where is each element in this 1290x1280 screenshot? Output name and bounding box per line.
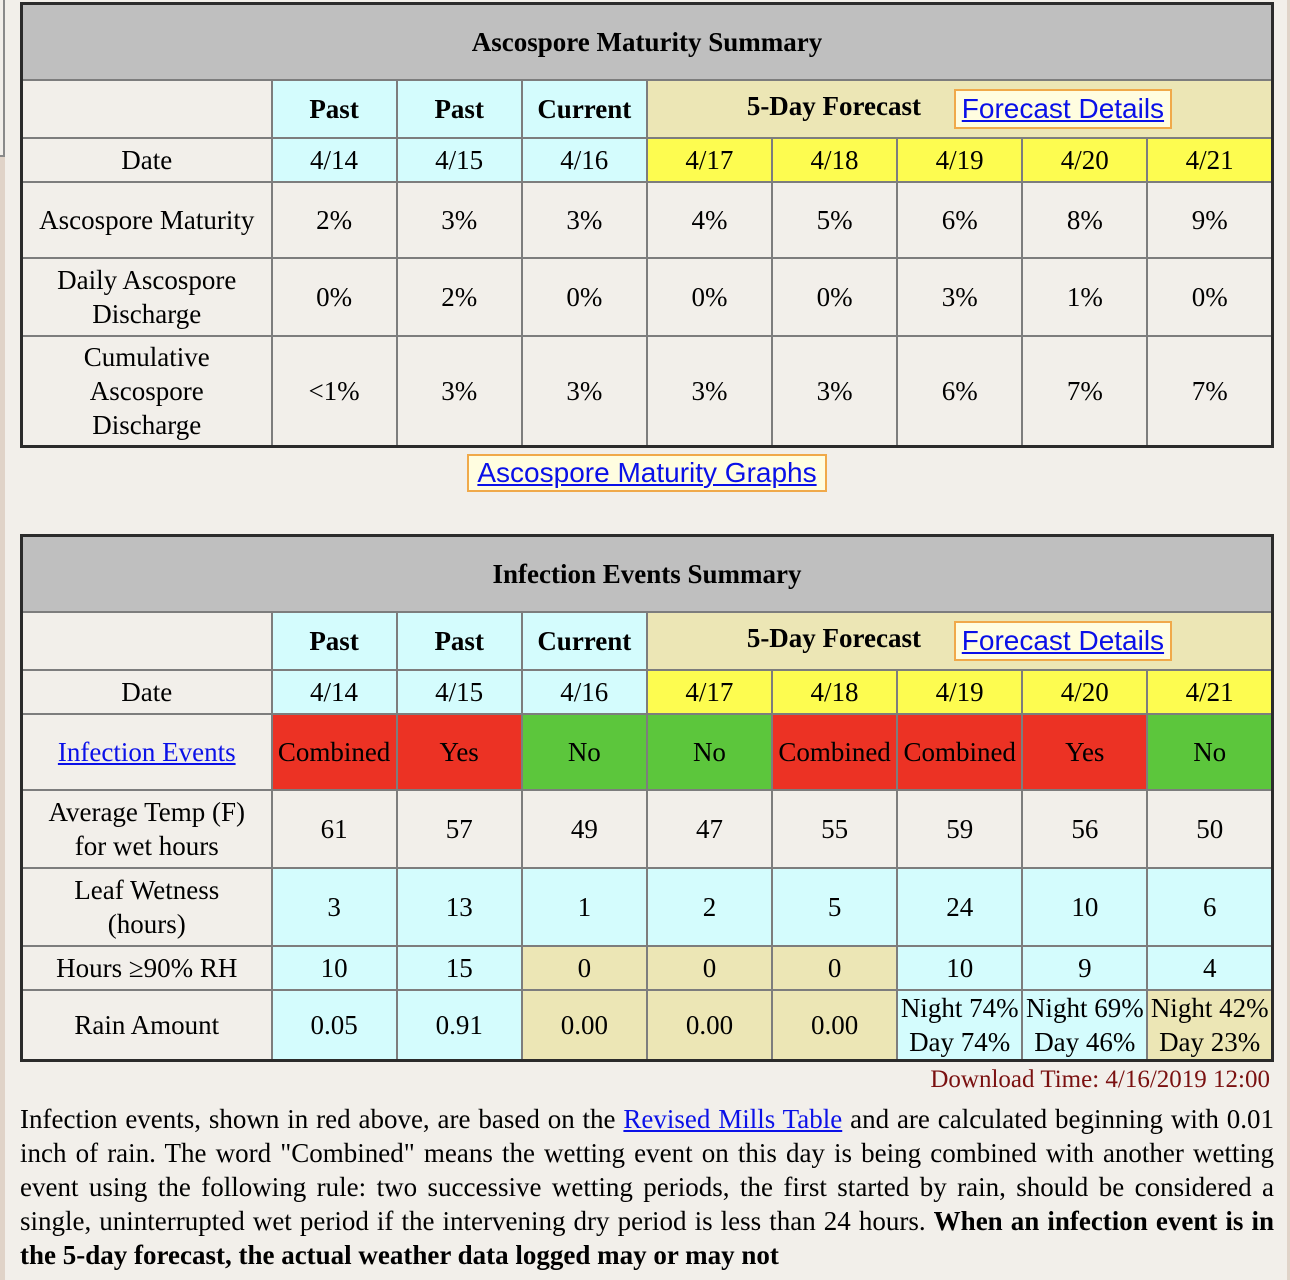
period-label: Past — [272, 612, 397, 670]
value-cell: 50 — [1147, 790, 1272, 868]
value-cell: 0% — [647, 258, 772, 336]
row-label: Rain Amount — [22, 990, 272, 1061]
night-probability: Night 42% — [1150, 992, 1269, 1023]
corner-cell — [22, 612, 272, 670]
value-cell: 6% — [897, 182, 1022, 258]
graphs-link-container — [20, 448, 1274, 534]
value-cell: 2% — [397, 258, 522, 336]
value-cell: 3% — [397, 182, 522, 258]
revised-mills-table-link[interactable]: Revised Mills Table — [623, 1103, 843, 1134]
value-cell: 59 — [897, 790, 1022, 868]
infection-events-row — [22, 714, 1273, 790]
date-cell: 4/16 — [522, 670, 647, 714]
value-cell: 10 — [897, 946, 1022, 990]
value-cell: 0.00 — [647, 990, 772, 1061]
ascospore-maturity-table — [20, 2, 1274, 448]
value-cell: 0.00 — [522, 990, 647, 1061]
night-probability: Night 69% — [1025, 992, 1144, 1023]
row-label: Ascospore Maturity — [22, 182, 272, 258]
event-cell: Combined — [272, 714, 397, 790]
value-cell: 0% — [272, 258, 397, 336]
day-probability: Day 46% — [1034, 1026, 1136, 1057]
row-label — [22, 868, 272, 946]
forecast-details-link[interactable]: Forecast Details — [954, 621, 1172, 661]
left-panel-fragment — [0, 0, 5, 157]
label-line: Cumulative — [83, 341, 210, 372]
value-cell: 15 — [397, 946, 522, 990]
infection-events-link[interactable]: Infection Events — [57, 736, 236, 767]
date-cell: 4/19 — [897, 670, 1022, 714]
row-label — [22, 790, 272, 868]
rh-hours-row — [22, 946, 1273, 990]
left-window-edge — [0, 0, 5, 1280]
row-label — [22, 714, 272, 790]
daily-discharge-row — [22, 258, 1273, 336]
paragraph-bold-warning: When an infection event is in the 5-day forecast, the actual weather data logged may or may not — [20, 1205, 1274, 1270]
value-cell: 7% — [1147, 336, 1272, 446]
download-time: Download Time: 4/16/2019 12:00 — [930, 1065, 1270, 1093]
label-line: Discharge — [92, 409, 202, 440]
value-cell: 9% — [1147, 182, 1272, 258]
event-cell: Yes — [397, 714, 522, 790]
value-cell: 13 — [397, 868, 522, 946]
value-cell: 2% — [272, 182, 397, 258]
value-cell: 9 — [1022, 946, 1147, 990]
date-cell: 4/20 — [1022, 670, 1147, 714]
paragraph-text: and are calculated beginning with 0.01 inch of rain. The word "Combined" means the wetting event on this day is being combined with another wetting event using the following rule: two successive wetting periods, the first started by rain, should be considered a single, uninterrupted wet period if the intervening dry period is less than 24 hours. — [20, 1103, 1275, 1236]
value-cell: 10 — [1022, 868, 1147, 946]
average-temp-row — [22, 790, 1273, 868]
date-cell: 4/18 — [772, 138, 897, 182]
event-cell: No — [1147, 714, 1272, 790]
value-cell: 0.00 — [772, 990, 897, 1061]
value-cell: 0% — [522, 258, 647, 336]
forecast-label: 5-Day Forecast — [746, 91, 922, 122]
label-line: (hours) — [107, 908, 186, 939]
value-cell: 1 — [522, 868, 647, 946]
value-cell: 3 — [272, 868, 397, 946]
explanation-paragraph — [20, 1102, 1274, 1272]
row-label: Hours ≥90% RH — [22, 946, 272, 990]
corner-cell — [22, 80, 272, 138]
value-cell: 47 — [647, 790, 772, 868]
label-line: Leaf Wetness — [74, 874, 220, 905]
value-cell: 3% — [397, 336, 522, 446]
row-label: Date — [22, 670, 272, 714]
day-probability: Day 74% — [909, 1026, 1011, 1057]
value-cell: 6% — [897, 336, 1022, 446]
row-label — [22, 336, 272, 446]
value-cell: 10 — [272, 946, 397, 990]
value-cell: 5% — [772, 182, 897, 258]
day-probability: Day 23% — [1159, 1026, 1261, 1057]
period-label: Past — [397, 612, 522, 670]
value-cell: 5 — [772, 868, 897, 946]
paragraph-text: Infection events, shown in red above, are based on the — [20, 1103, 624, 1134]
rain-probability-cell — [1147, 990, 1272, 1061]
period-label: Current — [522, 612, 647, 670]
value-cell: <1% — [272, 336, 397, 446]
value-cell: 3% — [897, 258, 1022, 336]
rain-amount-row — [22, 990, 1273, 1061]
value-cell: 0 — [522, 946, 647, 990]
date-cell: 4/18 — [772, 670, 897, 714]
period-label: Past — [272, 80, 397, 138]
value-cell: 0 — [647, 946, 772, 990]
date-cell: 4/14 — [272, 138, 397, 182]
event-cell: Combined — [772, 714, 897, 790]
date-cell: 4/15 — [397, 670, 522, 714]
page-content — [20, 2, 1274, 1272]
label-line: Discharge — [92, 299, 202, 329]
value-cell: 4% — [647, 182, 772, 258]
value-cell: 6 — [1147, 868, 1272, 946]
label-line: Ascospore — [89, 375, 204, 406]
value-cell: 8% — [1022, 182, 1147, 258]
date-cell: 4/21 — [1147, 670, 1272, 714]
ascospore-maturity-row — [22, 182, 1273, 258]
forecast-details-link[interactable]: Forecast Details — [954, 89, 1172, 129]
value-cell: 24 — [897, 868, 1022, 946]
value-cell: 61 — [272, 790, 397, 868]
night-probability: Night 74% — [900, 992, 1019, 1023]
period-label: Current — [522, 80, 647, 138]
value-cell: 0.91 — [397, 990, 522, 1061]
label-line: Daily Ascospore — [57, 265, 237, 295]
cumulative-discharge-row — [22, 336, 1273, 446]
value-cell: 0% — [1147, 258, 1272, 336]
label-line: Average Temp (F) — [48, 796, 246, 827]
value-cell: 2 — [647, 868, 772, 946]
event-cell: Yes — [1022, 714, 1147, 790]
rain-probability-cell — [897, 990, 1022, 1061]
date-cell: 4/19 — [897, 138, 1022, 182]
date-cell: 4/17 — [647, 670, 772, 714]
date-cell: 4/21 — [1147, 138, 1272, 182]
event-cell: No — [647, 714, 772, 790]
label-line: for wet hours — [74, 830, 219, 861]
forecast-header — [647, 612, 1273, 670]
infection-events-table — [20, 534, 1274, 1062]
value-cell: 0.05 — [272, 990, 397, 1061]
date-cell: 4/20 — [1022, 138, 1147, 182]
date-cell: 4/17 — [647, 138, 772, 182]
ascospore-table-title: Ascospore Maturity Summary — [22, 4, 1273, 81]
value-cell: 56 — [1022, 790, 1147, 868]
date-cell: 4/15 — [397, 138, 522, 182]
date-row — [22, 138, 1273, 182]
event-cell: Combined — [897, 714, 1022, 790]
value-cell: 3% — [647, 336, 772, 446]
value-cell: 0 — [772, 946, 897, 990]
period-label: Past — [397, 80, 522, 138]
row-label — [22, 258, 272, 336]
value-cell: 3% — [522, 182, 647, 258]
value-cell: 55 — [772, 790, 897, 868]
value-cell: 49 — [522, 790, 647, 868]
forecast-header — [647, 80, 1273, 138]
date-cell: 4/14 — [272, 670, 397, 714]
date-row — [22, 670, 1273, 714]
row-label: Date — [22, 138, 272, 182]
value-cell: 4 — [1147, 946, 1272, 990]
rain-probability-cell — [1022, 990, 1147, 1061]
date-cell: 4/16 — [522, 138, 647, 182]
infection-table-title: Infection Events Summary — [22, 535, 1273, 612]
leaf-wetness-row — [22, 868, 1273, 946]
ascospore-maturity-graphs-link[interactable]: Ascospore Maturity Graphs — [467, 454, 826, 492]
value-cell: 3% — [522, 336, 647, 446]
value-cell: 0% — [772, 258, 897, 336]
value-cell: 57 — [397, 790, 522, 868]
event-cell: No — [522, 714, 647, 790]
value-cell: 7% — [1022, 336, 1147, 446]
value-cell: 3% — [772, 336, 897, 446]
value-cell: 1% — [1022, 258, 1147, 336]
forecast-label: 5-Day Forecast — [746, 622, 922, 653]
